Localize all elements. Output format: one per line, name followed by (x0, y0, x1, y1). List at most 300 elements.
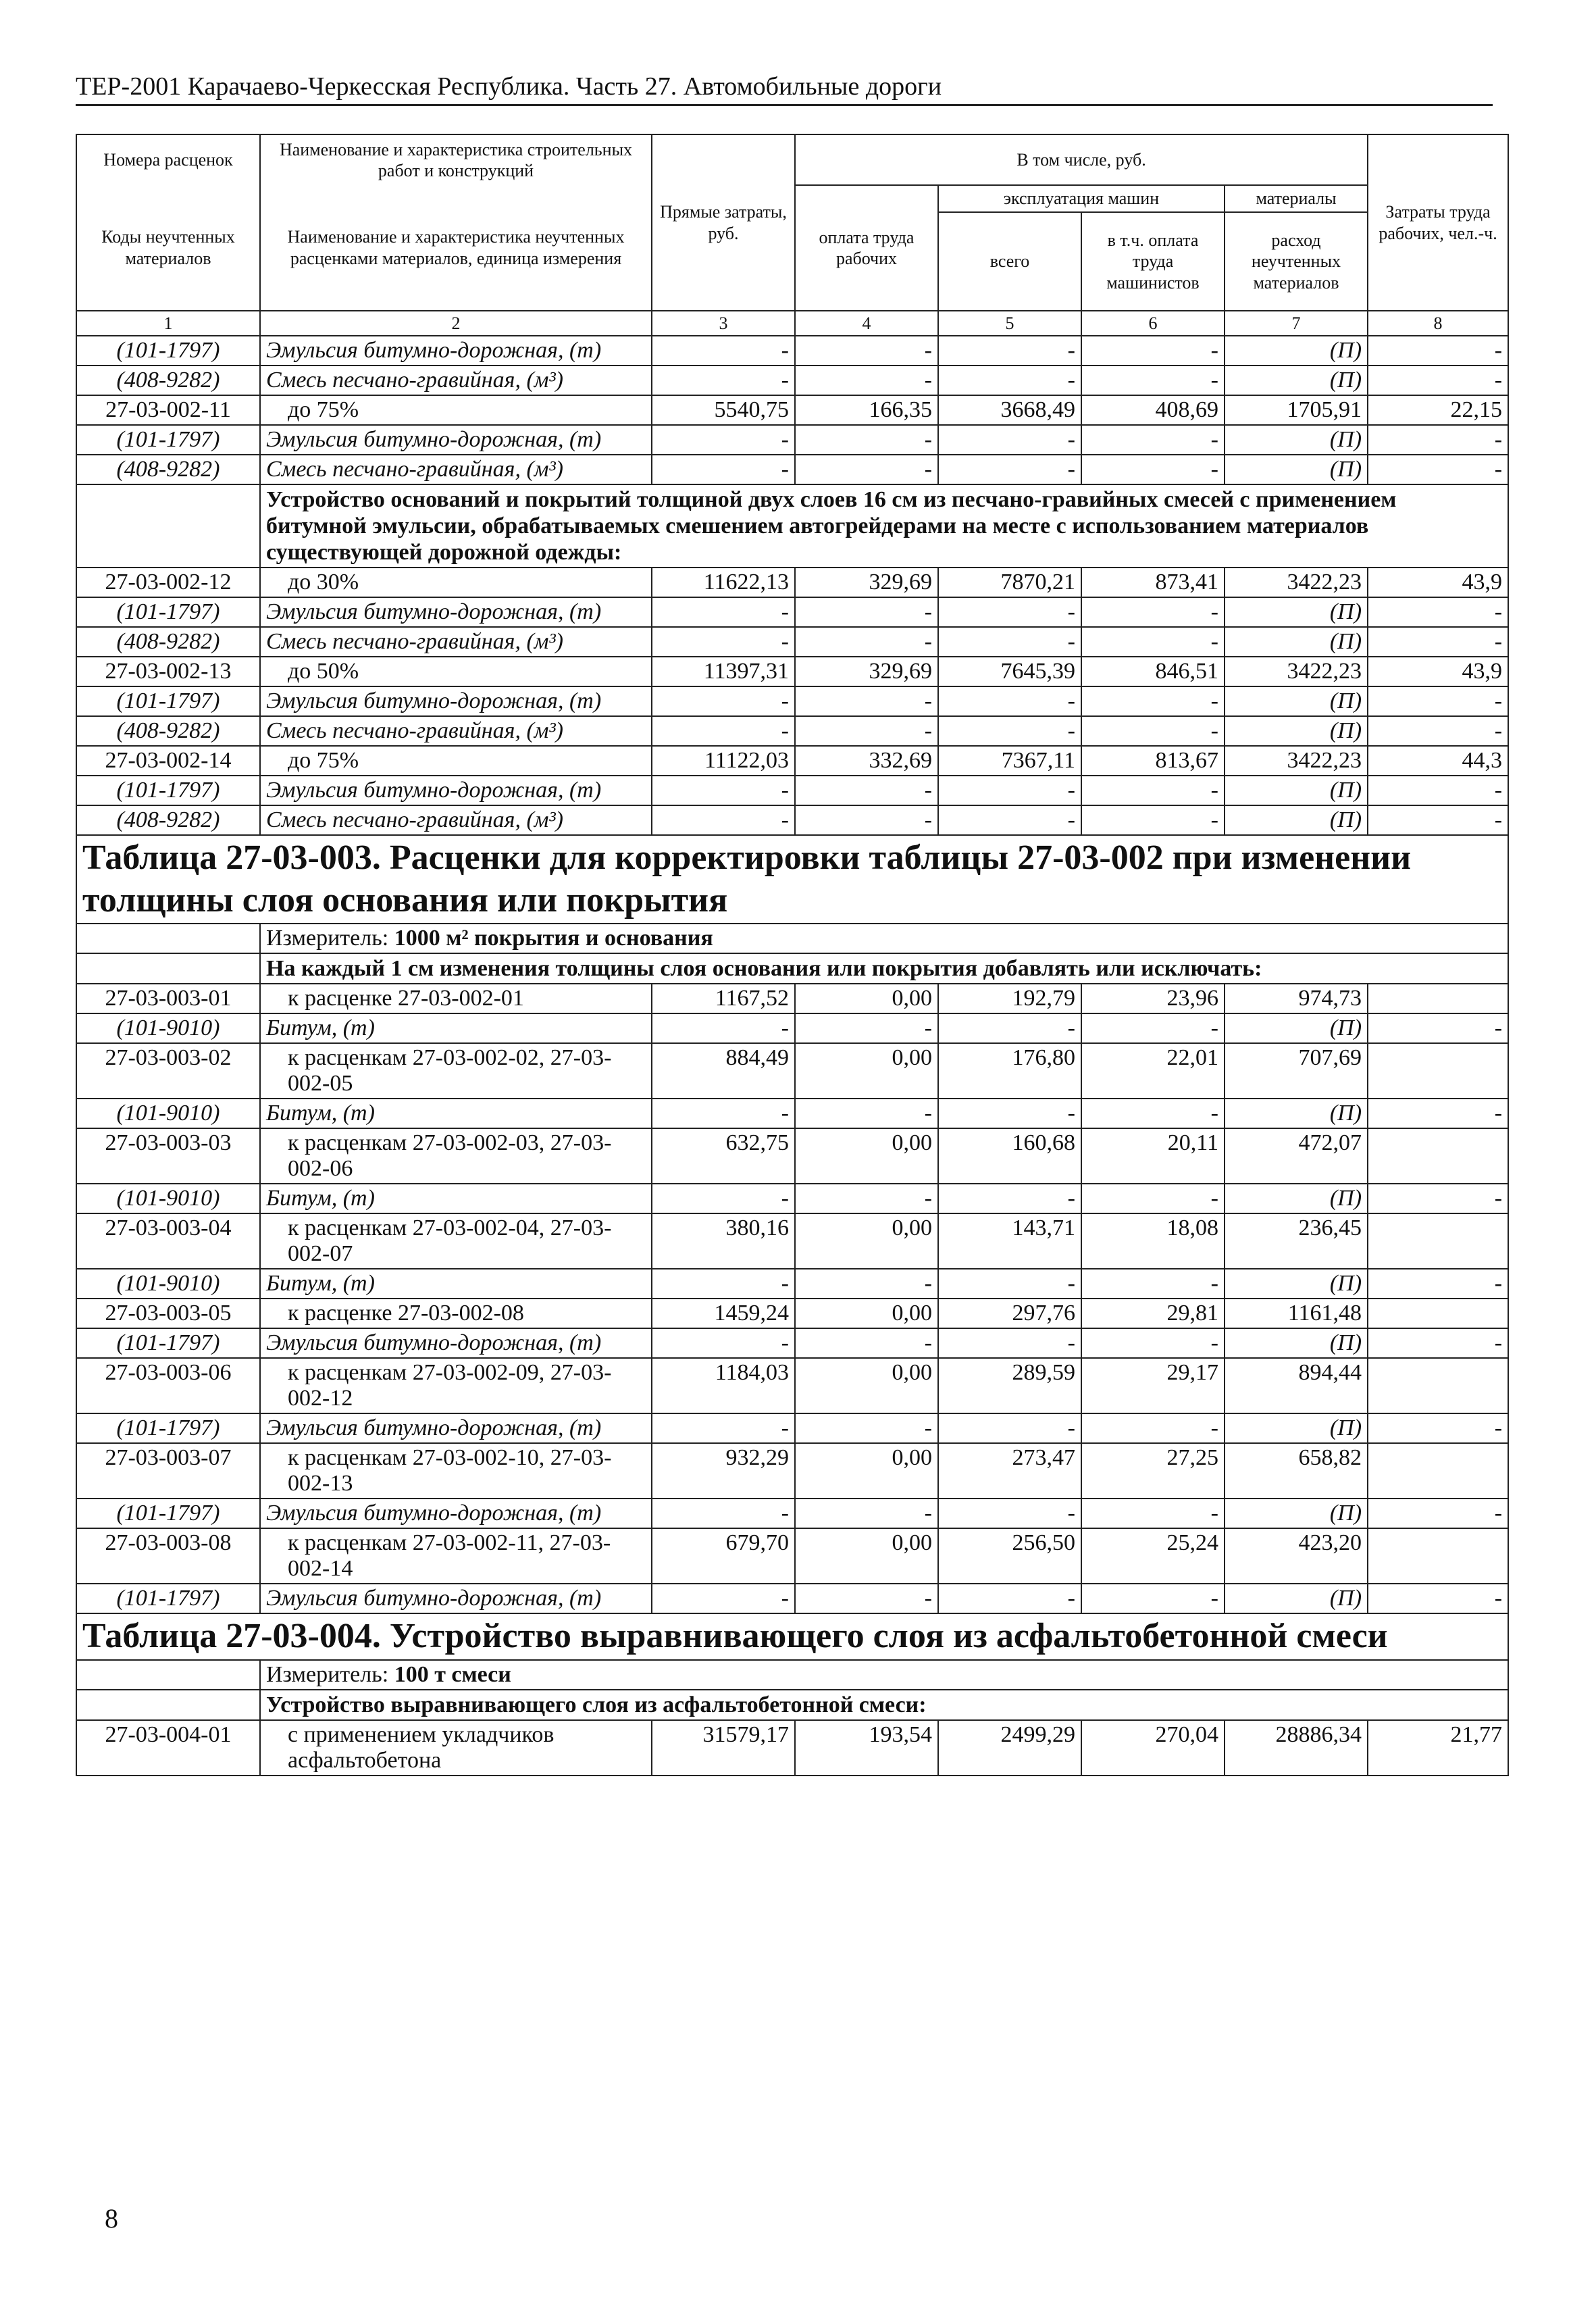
rate-name: к расценкам 27-03-002-04, 27-03-002-07 (260, 1213, 652, 1269)
col-number: 5 (938, 311, 1081, 336)
rate-name: к расценкам 27-03-002-03, 27-03-002-06 (260, 1128, 652, 1184)
cell-machines: - (938, 1013, 1081, 1043)
cell-drivers: - (1081, 1413, 1225, 1443)
cell-materials: (П) (1225, 336, 1368, 366)
cell-wage: - (795, 1099, 938, 1128)
cell-materials: (П) (1225, 716, 1368, 746)
cell-wage: - (795, 597, 938, 627)
cell-wage: 0,00 (795, 984, 938, 1013)
cell-machines: 297,76 (938, 1299, 1081, 1328)
material-name: Эмульсия битумно-дорожная, (т) (260, 1584, 652, 1613)
cell-direct: - (652, 455, 795, 484)
cell-labor: - (1368, 1328, 1508, 1358)
cell-direct: 632,75 (652, 1128, 795, 1184)
cell-labor (1368, 1528, 1508, 1584)
rate-name: к расценкам 27-03-002-11, 27-03-002-14 (260, 1528, 652, 1584)
cell-direct: - (652, 1584, 795, 1613)
cell-wage: 166,35 (795, 395, 938, 425)
table-004-subtitle: Устройство выравнивающего слоя из асфальтобетонной смеси: (260, 1690, 1508, 1720)
measure-value: 100 т смеси (394, 1661, 511, 1687)
cell-labor: - (1368, 1499, 1508, 1528)
cell-materials: (П) (1225, 805, 1368, 835)
table-row (76, 1528, 1508, 1584)
cell-wage: 0,00 (795, 1528, 938, 1584)
cell-machines: - (938, 716, 1081, 746)
rate-code: 27-03-003-05 (76, 1299, 260, 1328)
cell-direct: 11622,13 (652, 568, 795, 597)
cell-drivers: - (1081, 1184, 1225, 1213)
cell-wage: - (795, 366, 938, 395)
cell-materials: 1161,48 (1225, 1299, 1368, 1328)
cell-direct: - (652, 1413, 795, 1443)
cell-wage: - (795, 1499, 938, 1528)
cell-materials: (П) (1225, 1328, 1368, 1358)
cell-direct: - (652, 716, 795, 746)
cell-wage: 329,69 (795, 657, 938, 686)
material-name: Эмульсия битумно-дорожная, (т) (260, 1413, 652, 1443)
cell-materials: (П) (1225, 1584, 1368, 1613)
cell-machines: - (938, 1328, 1081, 1358)
table-row (76, 686, 1508, 716)
header-codes: Коды неучтенных материалов (76, 185, 260, 311)
table-row (76, 1413, 1508, 1443)
rate-name: к расценке 27-03-002-08 (260, 1299, 652, 1328)
cell-labor: - (1368, 686, 1508, 716)
cell-direct: - (652, 1099, 795, 1128)
table-row (76, 597, 1508, 627)
cell-machines: - (938, 686, 1081, 716)
table-row (76, 1269, 1508, 1299)
table-row (76, 984, 1508, 1013)
measure-label: Измеритель: (266, 1661, 389, 1687)
cell-materials: (П) (1225, 627, 1368, 657)
table-row (76, 657, 1508, 686)
cell-machines: 192,79 (938, 984, 1081, 1013)
cell-labor: - (1368, 366, 1508, 395)
rate-code: 27-03-003-01 (76, 984, 260, 1013)
table-row (76, 776, 1508, 805)
col-number: 3 (652, 311, 795, 336)
material-name: Эмульсия битумно-дорожная, (т) (260, 1328, 652, 1358)
cell-direct: 932,29 (652, 1443, 795, 1499)
cell-wage: - (795, 336, 938, 366)
header-machines: эксплуатация машин (938, 185, 1225, 212)
cell-drivers: 29,81 (1081, 1299, 1225, 1328)
cell-wage: - (795, 425, 938, 455)
cell-labor: - (1368, 627, 1508, 657)
cell-materials: 423,20 (1225, 1528, 1368, 1584)
cell-drivers: - (1081, 1013, 1225, 1043)
cell-labor (1368, 1213, 1508, 1269)
table-row (76, 1099, 1508, 1128)
table-003-subtitle: На каждый 1 см изменения толщины слоя основания или покрытия добавлять или исключать: (260, 953, 1508, 984)
cell-wage: - (795, 455, 938, 484)
header-name-materials: Наименование и характеристика неучтенных расценками материалов, единица измерения (260, 185, 652, 311)
cell-labor: - (1368, 1099, 1508, 1128)
rate-name: до 75% (260, 746, 652, 776)
cell-machines: - (938, 1499, 1081, 1528)
cell-machines: - (938, 805, 1081, 835)
cell-direct: - (652, 366, 795, 395)
rate-code: 27-03-003-03 (76, 1128, 260, 1184)
cell-machines: - (938, 1413, 1081, 1443)
cell-drivers: - (1081, 805, 1225, 835)
header-direct-costs: Прямые затраты, руб. (652, 134, 795, 311)
rate-name: с применением укладчиков асфальтобетона (260, 1720, 652, 1776)
cell-materials: (П) (1225, 1269, 1368, 1299)
cell-materials: 707,69 (1225, 1043, 1368, 1099)
section-row (76, 953, 1508, 984)
cell-direct: - (652, 1013, 795, 1043)
cell-labor: 21,77 (1368, 1720, 1508, 1776)
cell-drivers: - (1081, 597, 1225, 627)
cell-labor: - (1368, 1269, 1508, 1299)
cell-machines: 7367,11 (938, 746, 1081, 776)
cell-materials: (П) (1225, 455, 1368, 484)
material-code: (101-1797) (76, 1499, 260, 1528)
cell-machines: - (938, 425, 1081, 455)
cell-direct: 884,49 (652, 1043, 795, 1099)
table-row (76, 627, 1508, 657)
cell-materials: 236,45 (1225, 1213, 1368, 1269)
cell-direct: 11397,31 (652, 657, 795, 686)
cell-wage: 329,69 (795, 568, 938, 597)
material-code: (101-9010) (76, 1013, 260, 1043)
material-name: Битум, (т) (260, 1269, 652, 1299)
section-title: Устройство оснований и покрытий толщиной двух слоев 16 см из песчано-гравийных смесей с применением битумной эмульсии, обрабатываемых смешением автогрейдерами на месте с использованием материалов существующей дорожной одежды: (260, 484, 1508, 568)
material-code: (408-9282) (76, 366, 260, 395)
cell-labor (1368, 984, 1508, 1013)
table-row (76, 366, 1508, 395)
cell-labor (1368, 1299, 1508, 1328)
cell-direct: 380,16 (652, 1213, 795, 1269)
header-including: В том числе, руб. (795, 134, 1368, 185)
cell-labor (1368, 1043, 1508, 1099)
table-row (76, 336, 1508, 366)
material-name: Смесь песчано-гравийная, (м³) (260, 627, 652, 657)
table-row (76, 746, 1508, 776)
cell-materials: 894,44 (1225, 1358, 1368, 1413)
cell-drivers: - (1081, 1584, 1225, 1613)
cell-drivers: - (1081, 627, 1225, 657)
page-header: ТЕР-2001 Карачаево-Черкесская Республика. Часть 27. Автомобильные дороги (76, 72, 1493, 106)
section-row (76, 1690, 1508, 1720)
cell-labor (1368, 1358, 1508, 1413)
material-name: Эмульсия битумно-дорожная, (т) (260, 336, 652, 366)
cell-direct: - (652, 1184, 795, 1213)
cell-drivers: 270,04 (1081, 1720, 1225, 1776)
header-numbers-row (76, 311, 1508, 336)
rate-code: 27-03-003-02 (76, 1043, 260, 1099)
cell-drivers: 408,69 (1081, 395, 1225, 425)
cell-machines: 273,47 (938, 1443, 1081, 1499)
cell-direct: - (652, 686, 795, 716)
cell-wage: - (795, 1413, 938, 1443)
measure-row (76, 924, 1508, 953)
material-code: (101-1797) (76, 1584, 260, 1613)
cell-direct: - (652, 336, 795, 366)
cell-drivers: 20,11 (1081, 1128, 1225, 1184)
cell-wage: - (795, 686, 938, 716)
material-name: Битум, (т) (260, 1013, 652, 1043)
cell-wage: 0,00 (795, 1358, 938, 1413)
header-labor: Затраты труда рабочих, чел.-ч. (1368, 134, 1508, 311)
cell-direct: - (652, 597, 795, 627)
section-empty-cell (76, 1690, 260, 1720)
table-row (76, 455, 1508, 484)
cell-labor (1368, 1128, 1508, 1184)
table-003-measure (260, 924, 1508, 953)
material-name: Битум, (т) (260, 1184, 652, 1213)
rate-code: 27-03-002-14 (76, 746, 260, 776)
cell-drivers: 25,24 (1081, 1528, 1225, 1584)
cell-labor: - (1368, 1413, 1508, 1443)
cell-machines: - (938, 1099, 1081, 1128)
rates-table (76, 134, 1509, 1776)
cell-labor: - (1368, 597, 1508, 627)
cell-labor: - (1368, 1013, 1508, 1043)
measure-empty-cell (76, 1660, 260, 1690)
measure-value: 1000 м² покрытия и основания (394, 926, 713, 951)
table-row (76, 1443, 1508, 1499)
measure-label: Измеритель: (266, 926, 389, 951)
cell-drivers: 22,01 (1081, 1043, 1225, 1099)
cell-materials: 472,07 (1225, 1128, 1368, 1184)
section-empty-cell (76, 484, 260, 568)
cell-materials: (П) (1225, 425, 1368, 455)
header-mat-usage: расход неучтенных материалов (1225, 212, 1368, 311)
cell-drivers: 27,25 (1081, 1443, 1225, 1499)
material-name: Эмульсия битумно-дорожная, (т) (260, 686, 652, 716)
cell-labor (1368, 1443, 1508, 1499)
material-name: Битум, (т) (260, 1099, 652, 1128)
cell-machines: - (938, 1584, 1081, 1613)
cell-machines: 143,71 (938, 1213, 1081, 1269)
table-row (76, 1584, 1508, 1613)
material-name: Эмульсия битумно-дорожная, (т) (260, 425, 652, 455)
cell-machines: - (938, 597, 1081, 627)
cell-labor: - (1368, 1184, 1508, 1213)
cell-drivers: - (1081, 455, 1225, 484)
cell-drivers: - (1081, 1099, 1225, 1128)
table-row (76, 395, 1508, 425)
cell-wage: - (795, 1584, 938, 1613)
material-code: (408-9282) (76, 716, 260, 746)
col-number: 2 (260, 311, 652, 336)
col-number: 6 (1081, 311, 1225, 336)
page-number: 8 (105, 2203, 118, 2234)
cell-drivers: 23,96 (1081, 984, 1225, 1013)
cell-machines: - (938, 336, 1081, 366)
cell-direct: - (652, 1269, 795, 1299)
rate-code: 27-03-003-07 (76, 1443, 260, 1499)
rate-name: до 50% (260, 657, 652, 686)
cell-wage: - (795, 776, 938, 805)
rate-name: к расценкам 27-03-002-10, 27-03-002-13 (260, 1443, 652, 1499)
section-empty-cell (76, 953, 260, 984)
cell-wage: 332,69 (795, 746, 938, 776)
cell-drivers: - (1081, 1499, 1225, 1528)
rate-code: 27-03-002-11 (76, 395, 260, 425)
rate-code: 27-03-002-13 (76, 657, 260, 686)
cell-materials: 28886,34 (1225, 1720, 1368, 1776)
table-row (76, 1299, 1508, 1328)
rate-name: до 75% (260, 395, 652, 425)
col-number: 4 (795, 311, 938, 336)
material-code: (101-1797) (76, 686, 260, 716)
table-row (76, 1128, 1508, 1184)
table-title-row (76, 1613, 1508, 1659)
cell-direct: - (652, 1328, 795, 1358)
cell-wage: 193,54 (795, 1720, 938, 1776)
cell-machines: 2499,29 (938, 1720, 1081, 1776)
cell-drivers: - (1081, 716, 1225, 746)
cell-materials: (П) (1225, 597, 1368, 627)
rate-code: 27-03-003-08 (76, 1528, 260, 1584)
table-004-measure (260, 1660, 1508, 1690)
cell-direct: - (652, 627, 795, 657)
table-row (76, 716, 1508, 746)
cell-materials: (П) (1225, 686, 1368, 716)
measure-row (76, 1660, 1508, 1690)
cell-materials: (П) (1225, 1499, 1368, 1528)
cell-machines: - (938, 1269, 1081, 1299)
rate-name: к расценкам 27-03-002-02, 27-03-002-05 (260, 1043, 652, 1099)
material-name: Смесь песчано-гравийная, (м³) (260, 366, 652, 395)
cell-machines: 176,80 (938, 1043, 1081, 1099)
material-code: (408-9282) (76, 455, 260, 484)
cell-wage: - (795, 1013, 938, 1043)
material-name: Смесь песчано-гравийная, (м³) (260, 455, 652, 484)
cell-wage: - (795, 1328, 938, 1358)
rate-code: 27-03-004-01 (76, 1720, 260, 1776)
cell-direct: 1184,03 (652, 1358, 795, 1413)
table-row (76, 1499, 1508, 1528)
cell-direct: 1167,52 (652, 984, 795, 1013)
cell-labor: 44,3 (1368, 746, 1508, 776)
rate-code: 27-03-003-06 (76, 1358, 260, 1413)
cell-direct: 11122,03 (652, 746, 795, 776)
cell-materials: (П) (1225, 1013, 1368, 1043)
cell-direct: - (652, 1499, 795, 1528)
cell-materials: (П) (1225, 366, 1368, 395)
cell-materials: 3422,23 (1225, 746, 1368, 776)
cell-drivers: - (1081, 336, 1225, 366)
table-row (76, 1013, 1508, 1043)
cell-labor: - (1368, 336, 1508, 366)
header-materials: материалы (1225, 185, 1368, 212)
cell-wage: 0,00 (795, 1213, 938, 1269)
cell-drivers: - (1081, 1328, 1225, 1358)
cell-machines: - (938, 455, 1081, 484)
table-row (76, 1358, 1508, 1413)
rate-code: 27-03-002-12 (76, 568, 260, 597)
header-total: всего (938, 212, 1081, 311)
cell-machines: 256,50 (938, 1528, 1081, 1584)
table-row (76, 1720, 1508, 1776)
rate-name: к расценке 27-03-002-01 (260, 984, 652, 1013)
table-title-row (76, 835, 1508, 924)
cell-materials: 3422,23 (1225, 657, 1368, 686)
cell-labor: - (1368, 716, 1508, 746)
header-wage: оплата труда рабочих (795, 185, 938, 311)
cell-drivers: 873,41 (1081, 568, 1225, 597)
cell-wage: - (795, 1184, 938, 1213)
cell-machines: - (938, 1184, 1081, 1213)
material-code: (101-1797) (76, 336, 260, 366)
material-code: (101-1797) (76, 1328, 260, 1358)
measure-empty-cell (76, 924, 260, 953)
cell-labor: - (1368, 1584, 1508, 1613)
cell-materials: (П) (1225, 776, 1368, 805)
table-004-title: Таблица 27-03-004. Устройство выравнивающего слоя из асфальтобетонной смеси (76, 1613, 1508, 1659)
cell-machines: 289,59 (938, 1358, 1081, 1413)
material-code: (408-9282) (76, 805, 260, 835)
cell-wage: 0,00 (795, 1299, 938, 1328)
material-code: (408-9282) (76, 627, 260, 657)
cell-machines: - (938, 776, 1081, 805)
cell-wage: 0,00 (795, 1128, 938, 1184)
header-name-works: Наименование и характеристика строительных работ и конструкций (260, 134, 652, 185)
cell-materials: 3422,23 (1225, 568, 1368, 597)
header-incl-driver: в т.ч. оплата труда машинистов (1081, 212, 1225, 311)
rate-name: к расценкам 27-03-002-09, 27-03-002-12 (260, 1358, 652, 1413)
cell-direct: 1459,24 (652, 1299, 795, 1328)
cell-materials: (П) (1225, 1413, 1368, 1443)
col-number: 8 (1368, 311, 1508, 336)
header-rates: Номера расценок (76, 134, 260, 185)
table-row (76, 1043, 1508, 1099)
cell-machines: - (938, 366, 1081, 395)
cell-direct: 679,70 (652, 1528, 795, 1584)
cell-drivers: 18,08 (1081, 1213, 1225, 1269)
cell-wage: - (795, 716, 938, 746)
table-row (76, 805, 1508, 835)
cell-materials: 658,82 (1225, 1443, 1368, 1499)
cell-drivers: - (1081, 686, 1225, 716)
cell-direct: - (652, 425, 795, 455)
material-code: (101-9010) (76, 1269, 260, 1299)
cell-wage: - (795, 627, 938, 657)
cell-machines: 7870,21 (938, 568, 1081, 597)
cell-direct: 31579,17 (652, 1720, 795, 1776)
col-number: 7 (1225, 311, 1368, 336)
table-row (76, 1328, 1508, 1358)
section-row (76, 484, 1508, 568)
cell-labor: - (1368, 455, 1508, 484)
cell-drivers: 813,67 (1081, 746, 1225, 776)
cell-labor: - (1368, 425, 1508, 455)
cell-direct: - (652, 776, 795, 805)
cell-drivers: - (1081, 425, 1225, 455)
cell-wage: 0,00 (795, 1443, 938, 1499)
cell-labor: 22,15 (1368, 395, 1508, 425)
table-row (76, 568, 1508, 597)
table-row (76, 1213, 1508, 1269)
cell-labor: - (1368, 776, 1508, 805)
cell-direct: 5540,75 (652, 395, 795, 425)
cell-machines: 160,68 (938, 1128, 1081, 1184)
cell-machines: - (938, 627, 1081, 657)
col-number: 1 (76, 311, 260, 336)
cell-labor: 43,9 (1368, 568, 1508, 597)
table-row (76, 425, 1508, 455)
cell-labor: - (1368, 805, 1508, 835)
material-code: (101-9010) (76, 1184, 260, 1213)
cell-wage: - (795, 805, 938, 835)
cell-materials: 1705,91 (1225, 395, 1368, 425)
material-code: (101-1797) (76, 597, 260, 627)
